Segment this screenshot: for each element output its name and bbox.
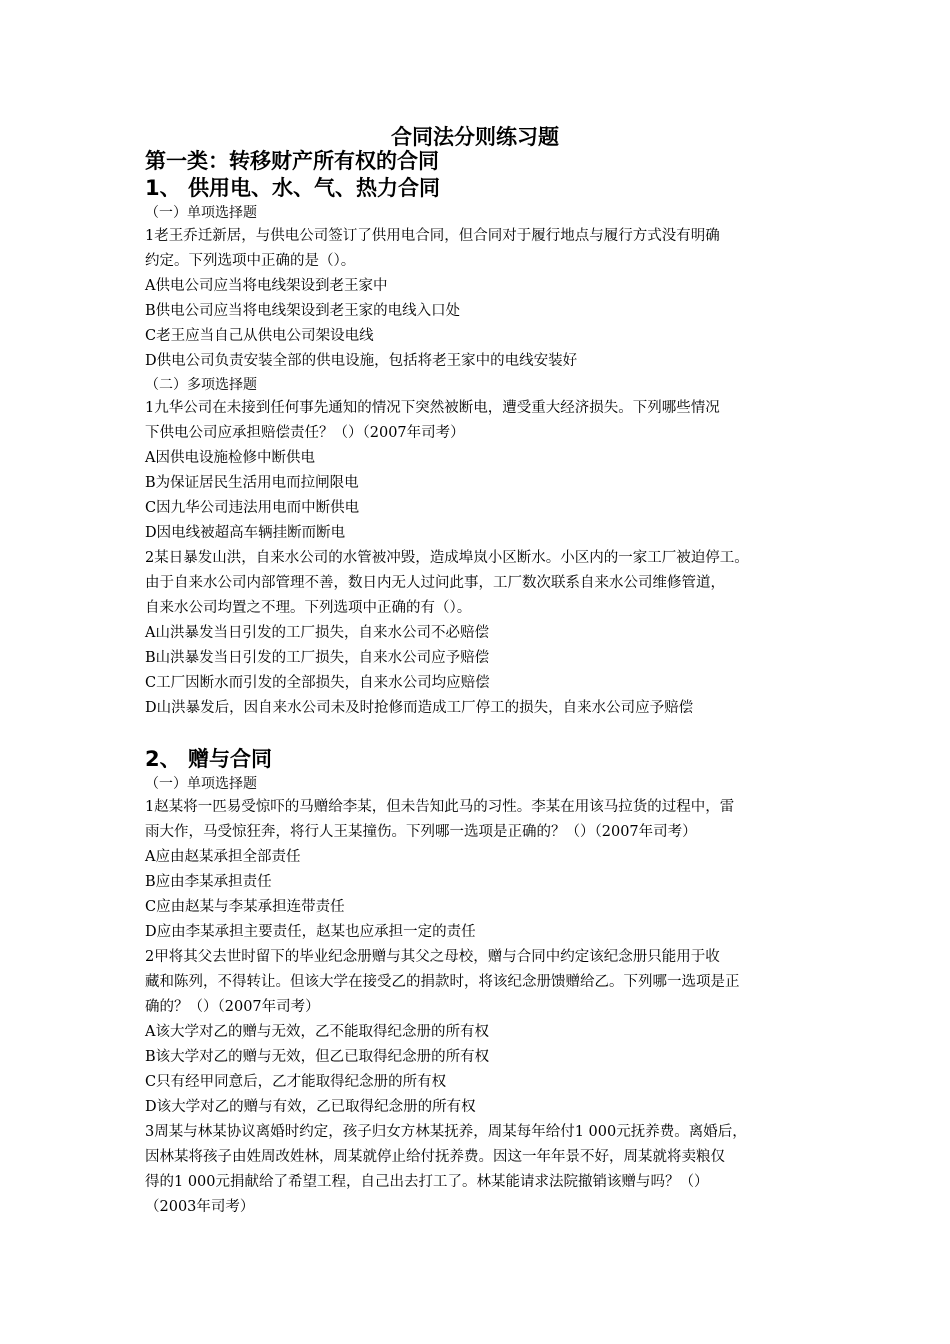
answer-option: D山洪暴发后，因自来水公司未及时抢修而造成工厂停工的损失，自来水公司应予赔偿 xyxy=(145,700,694,716)
question-text-line: 雨大作，马受惊狂奔，将行人王某撞伤。下列哪一选项是正确的？（）（2007年司考） xyxy=(145,824,697,840)
question-text-line: 由于自来水公司内部管理不善，数日内无人过问此事，工厂数次联系自来水公司维修管道， xyxy=(145,575,725,591)
answer-option: B该大学对乙的赠与无效，但乙已取得纪念册的所有权 xyxy=(145,1049,490,1065)
answer-option: D该大学对乙的赠与有效，乙已取得纪念册的所有权 xyxy=(145,1099,476,1115)
document-body xyxy=(145,148,825,1220)
question-text-line: 藏和陈列，不得转让。但该大学在接受乙的捐款时，将该纪念册馈赠给乙。下列哪一选项是正 xyxy=(145,974,740,990)
answer-option: A应由赵某承担全部责任 xyxy=(145,849,301,865)
question-text-line: 2甲将其父去世时留下的毕业纪念册赠与其父之母校，赠与合同中约定该纪念册只能用于收 xyxy=(145,949,720,965)
section-number: 1、 xyxy=(145,176,181,200)
question-text-line: 确的？（）（2007年司考） xyxy=(145,999,320,1015)
question-text-line: 因林某将孩子由姓周改姓林，周某就停止给付抚养费。因这一年年景不好，周某就将卖粮仅 xyxy=(145,1149,725,1165)
answer-option: A因供电设施检修中断供电 xyxy=(145,450,315,466)
subheading-single-choice: （一）单项选择题 xyxy=(145,776,257,792)
question-text-line: 1老王乔迁新居，与供电公司签订了供用电合同，但合同对于履行地点与履行方式没有明确 xyxy=(145,228,720,244)
section-title: 赠与合同 xyxy=(188,747,272,771)
section-heading-1 xyxy=(145,174,825,202)
question-text-line: （2003年司考） xyxy=(145,1199,255,1215)
question-text-line: 自来水公司均置之不理。下列选项中正确的有（）。 xyxy=(145,600,472,616)
section-number: 2、 xyxy=(145,747,181,771)
subheading-single-choice: （一）单项选择题 xyxy=(145,205,257,221)
subheading-multiple-choice: （二）多项选择题 xyxy=(145,377,257,393)
answer-option: D因电线被超高车辆挂断而断电 xyxy=(145,525,346,541)
question-text-line: 1九华公司在未接到任何事先通知的情况下突然被断电，遭受重大经济损失。下列哪些情况 xyxy=(145,400,720,416)
question-text-line: 得的1 000元捐献给了希望工程，自己出去打工了。林某能请求法院撤销该赠与吗？（） xyxy=(145,1174,709,1190)
section-heading-2 xyxy=(145,745,825,773)
question-text-line: 1赵某将一匹易受惊吓的马赠给李某，但未告知此马的习性。李某在用该马拉货的过程中，雷 xyxy=(145,799,735,815)
answer-option: C工厂因断水而引发的全部损失，自来水公司均应赔偿 xyxy=(145,675,490,691)
answer-option: A山洪暴发当日引发的工厂损失，自来水公司不必赔偿 xyxy=(145,625,489,641)
category-heading: 第一类：转移财产所有权的合同 xyxy=(145,149,439,173)
answer-option: B供电公司应当将电线架设到老王家的电线入口处 xyxy=(145,303,461,319)
answer-option: A该大学对乙的赠与无效，乙不能取得纪念册的所有权 xyxy=(145,1024,489,1040)
answer-option: D供电公司负责安装全部的供电设施，包括将老王家中的电线安装好 xyxy=(145,353,578,369)
answer-option: B为保证居民生活用电而拉闸限电 xyxy=(145,475,359,491)
question-text-line: 下供电公司应承担赔偿责任？（）（2007年司考） xyxy=(145,425,465,441)
question-text-line: 3周某与林某协议离婚时约定，孩子归女方林某抚养，周某每年给付1 000元抚养费。离婚后， xyxy=(145,1124,747,1140)
answer-option: D应由李某承担主要责任，赵某也应承担一定的责任 xyxy=(145,924,476,940)
question-text-line: 2某日暴发山洪，自来水公司的水管被冲毁，造成埠岚小区断水。小区内的一家工厂被迫停工。 xyxy=(145,550,749,566)
section-title: 供用电、水、气、热力合同 xyxy=(188,176,440,200)
answer-option: A供电公司应当将电线架设到老王家中 xyxy=(145,278,388,294)
answer-option: C只有经甲同意后，乙才能取得纪念册的所有权 xyxy=(145,1074,447,1090)
answer-option: C应由赵某与李某承担连带责任 xyxy=(145,899,345,915)
question-text-line: 约定。下列选项中正确的是（）。 xyxy=(145,253,356,269)
answer-option: C老王应当自己从供电公司架设电线 xyxy=(145,328,374,344)
document-title: 合同法分则练习题 xyxy=(391,125,559,149)
answer-option: B山洪暴发当日引发的工厂损失，自来水公司应予赔偿 xyxy=(145,650,490,666)
answer-option: C因九华公司违法用电而中断供电 xyxy=(145,500,360,516)
answer-option: B应由李某承担责任 xyxy=(145,874,272,890)
section-spacer xyxy=(145,721,825,745)
